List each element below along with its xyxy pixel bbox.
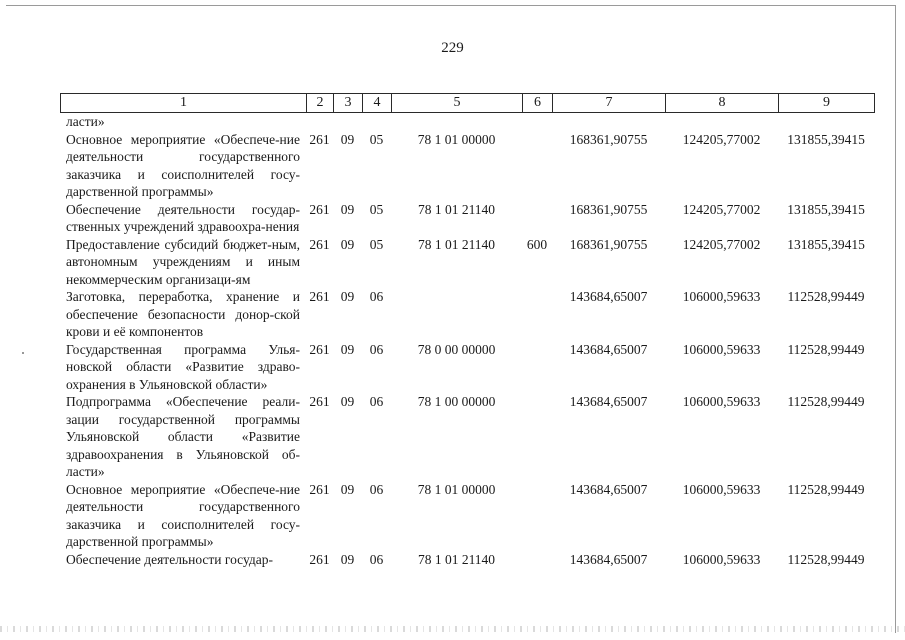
row-name: Государственная программа Улья-новской области «Развитие здраво-охранения в Ульяновской области» <box>66 341 300 392</box>
expense-type: 600 <box>526 236 548 252</box>
ministry-code: 261 <box>309 341 330 357</box>
amount-col-8: 124205,77002 <box>682 236 761 252</box>
row-name: Обеспечение деятельности государ- <box>66 551 274 567</box>
section-code: 09 <box>340 236 355 252</box>
section-code: 09 <box>340 394 355 409</box>
ministry-code: 261 <box>309 394 330 409</box>
scan-edge-artifact <box>0 626 905 632</box>
column-header-3: 3 <box>334 94 363 113</box>
amount-col-7: 143684,65007 <box>569 341 648 357</box>
column-header-row <box>61 94 875 113</box>
table-row <box>60 393 874 481</box>
ministry-code: 261 <box>309 551 330 567</box>
column-header-7: 7 <box>553 94 666 113</box>
target-article: 78 1 01 21140 <box>417 201 496 217</box>
subsection-code: 06 <box>369 394 384 409</box>
row-name: Основное мероприятие «Обеспече-ние деятельности государственного заказчика и соисполнителей госу-дарственной программы» <box>66 481 300 549</box>
ministry-code: 261 <box>309 201 330 217</box>
amount-col-9: 131855,39415 <box>787 131 865 147</box>
subsection-code: 05 <box>369 236 384 252</box>
amount-col-8: 124205,77002 <box>682 201 761 217</box>
section-code: 09 <box>340 289 355 304</box>
table-row <box>60 551 874 569</box>
table-row <box>60 481 874 551</box>
expense-type <box>522 481 552 551</box>
column-header-table <box>60 93 875 113</box>
column-header-9: 9 <box>779 94 875 113</box>
expense-type <box>522 201 552 236</box>
section-code: 09 <box>340 341 355 357</box>
column-header-5: 5 <box>392 94 523 113</box>
table-row <box>60 201 874 236</box>
amount-col-9: 131855,39415 <box>787 201 865 217</box>
ministry-code: 261 <box>309 236 330 252</box>
column-header-4: 4 <box>363 94 392 113</box>
section-code: 09 <box>340 201 355 217</box>
column-header-8: 8 <box>666 94 779 113</box>
row-name: Предоставление субсидий бюджет-ным, автономным учреждениям и иным некоммерческим организаци-ям <box>66 236 300 287</box>
table-row <box>60 131 874 201</box>
expense-type <box>522 131 552 201</box>
column-header-6: 6 <box>523 94 553 113</box>
table-row <box>60 288 874 341</box>
amount-col-7: 143684,65007 <box>569 551 648 567</box>
amount-col-9: 112528,99449 <box>787 481 865 497</box>
amount-col-7: 143684,65007 <box>569 289 648 304</box>
row-name: Основное мероприятие «Обеспече-ние деятельности государственного заказчика и соисполнителей госу-дарственной программы» <box>66 131 300 199</box>
subsection-code: 06 <box>369 289 384 304</box>
expense-type <box>522 551 552 569</box>
amount-col-9: 112528,99449 <box>787 551 865 567</box>
amount-col-8: 106000,59633 <box>682 394 761 409</box>
column-header-1: 1 <box>61 94 307 113</box>
amount-col-7: 143684,65007 <box>569 481 648 497</box>
amount-col-8: 106000,59633 <box>682 551 761 567</box>
section-code: 09 <box>340 481 355 497</box>
target-article: 78 1 01 21140 <box>417 551 496 567</box>
subsection-code: 06 <box>369 341 384 357</box>
target-article: 78 1 01 21140 <box>417 236 496 252</box>
table-row <box>60 341 874 394</box>
target-article <box>391 288 522 341</box>
expense-type <box>522 288 552 341</box>
amount-col-8: 106000,59633 <box>682 481 761 497</box>
target-article: 78 1 01 00000 <box>417 481 496 497</box>
amount-col-7: 168361,90755 <box>569 236 648 252</box>
amount-col-9: 112528,99449 <box>787 289 865 304</box>
subsection-code: 06 <box>369 481 384 497</box>
section-code: 09 <box>340 551 355 567</box>
row-name: Подпрограмма «Обеспечение реали-зации государственной программы Ульяновской области «Развитие здравоохранения в Ульяновской об-ласти» <box>66 394 300 479</box>
row-name: Заготовка, переработка, хранение и обеспечение безопасности донор-ской крови и её компонентов <box>66 289 300 339</box>
continuation-text: ласти» <box>66 114 105 129</box>
amount-col-7: 143684,65007 <box>569 394 648 409</box>
section-code: 09 <box>340 131 355 147</box>
ministry-code: 261 <box>309 131 330 147</box>
row-name: Обеспечение деятельности государ-ственных учреждений здравоохра-нения <box>66 201 300 234</box>
subsection-code: 06 <box>369 551 384 567</box>
target-article: 78 1 01 00000 <box>417 131 496 147</box>
column-header-2: 2 <box>307 94 334 113</box>
target-article: 78 0 00 00000 <box>417 341 496 357</box>
subsection-code: 05 <box>369 201 384 217</box>
amount-col-9: 131855,39415 <box>787 236 865 252</box>
budget-table <box>60 113 874 568</box>
expense-type <box>522 393 552 481</box>
amount-col-8: 106000,59633 <box>682 289 761 304</box>
amount-col-8: 106000,59633 <box>682 341 761 357</box>
ministry-code: 261 <box>309 481 330 497</box>
target-article: 78 1 00 00000 <box>417 394 496 409</box>
amount-col-9: 112528,99449 <box>787 394 865 409</box>
subsection-code: 05 <box>369 131 384 147</box>
amount-col-9: 112528,99449 <box>787 341 865 357</box>
ministry-code: 261 <box>309 289 330 304</box>
continuation-row <box>60 113 874 131</box>
amount-col-7: 168361,90755 <box>569 131 648 147</box>
amount-col-8: 124205,77002 <box>682 131 761 147</box>
table-row <box>60 236 874 289</box>
page-number: 229 <box>441 40 464 56</box>
expense-type <box>522 341 552 394</box>
scan-speck <box>22 352 24 354</box>
amount-col-7: 168361,90755 <box>569 201 648 217</box>
